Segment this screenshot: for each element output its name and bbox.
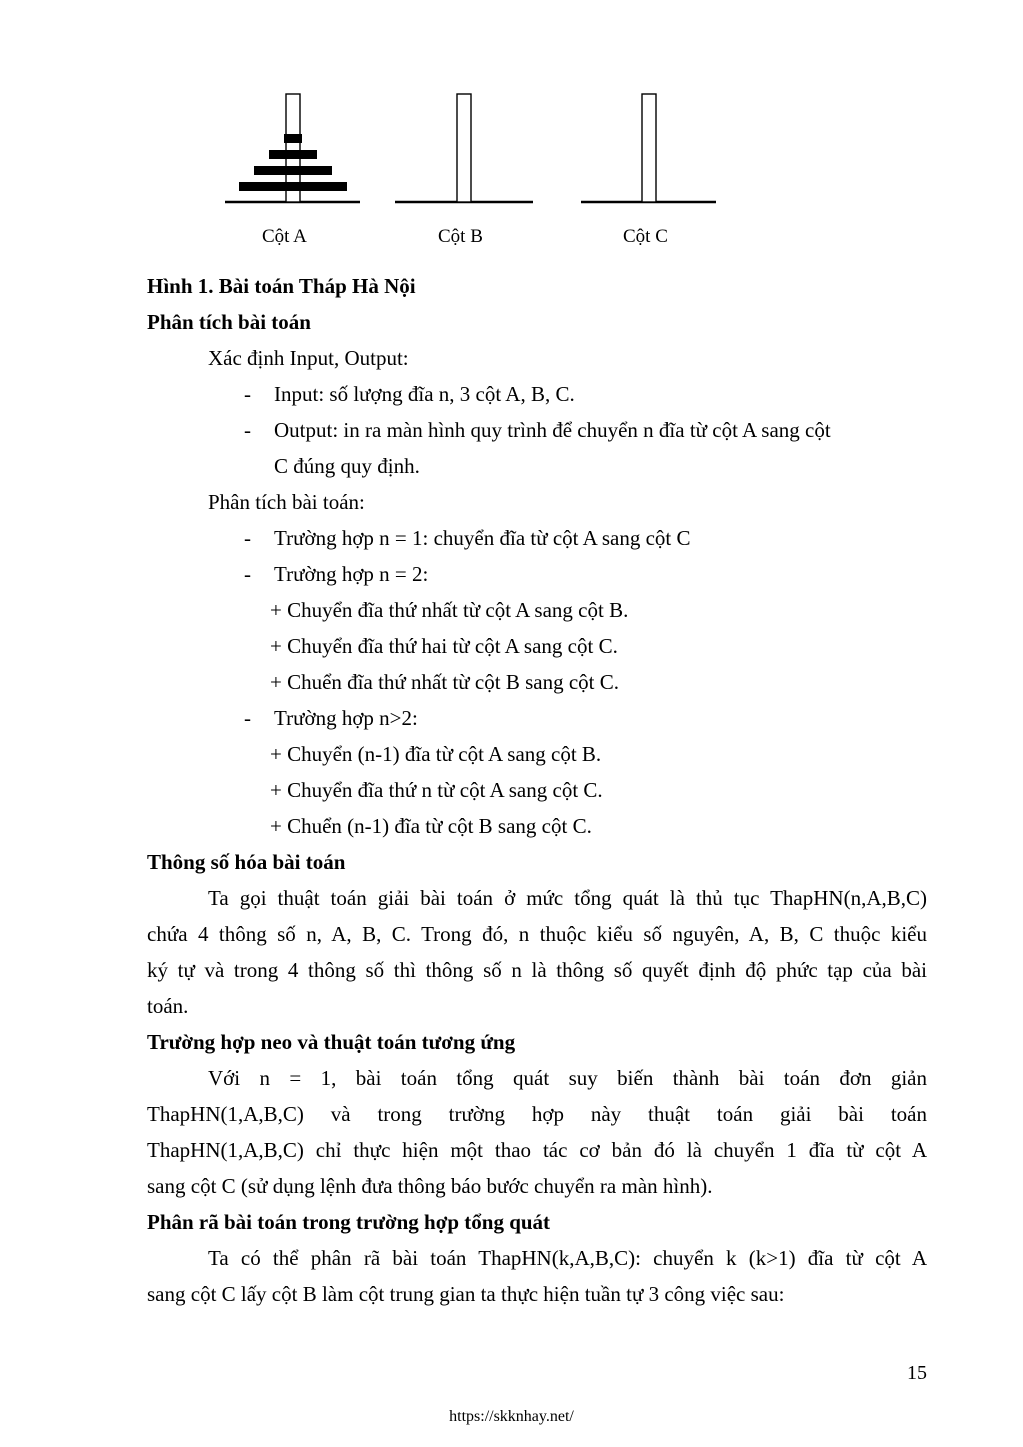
- figure-caption: Hình 1. Bài toán Tháp Hà Nội: [147, 274, 416, 298]
- heading-analysis: Phân tích bài toán: [147, 310, 311, 334]
- column-c-pole: [642, 94, 656, 202]
- paragraph-line: Ta gọi thuật toán giải bài toán ở mức tổng quát là thủ tục ThapHN(n,A,B,C): [208, 886, 927, 910]
- sub-item: + Chuển (n-1) đĩa từ cột B sang cột C.: [270, 814, 592, 838]
- paragraph: Phân tích bài toán:: [208, 490, 365, 514]
- paragraph-line: ký tự và trong 4 thông số thì thông số n là thông số quyết định độ phức tạp của bài: [147, 958, 927, 982]
- sub-item: + Chuyển đĩa thứ hai từ cột A sang cột C.: [270, 634, 618, 658]
- column-a-disk-3: [269, 150, 317, 159]
- sub-item: + Chuyển đĩa thứ n từ cột A sang cột C.: [270, 778, 603, 802]
- paragraph-line: sang cột C lấy cột B làm cột trung gian ta thực hiện tuần tự 3 công việc sau:: [147, 1282, 785, 1306]
- list-item-text: Input: số lượng đĩa n, 3 cột A, B, C.: [274, 382, 575, 406]
- column-a-disk-1: [239, 182, 347, 191]
- dash-bullet: -: [244, 418, 251, 442]
- dash-bullet: -: [244, 706, 251, 730]
- sub-item: + Chuển đĩa thứ nhất từ cột B sang cột C.: [270, 670, 619, 694]
- paragraph: Xác định Input, Output:: [208, 346, 409, 370]
- column-b-label: Cột B: [438, 226, 483, 247]
- sub-item: + Chuyển (n-1) đĩa từ cột A sang cột B.: [270, 742, 602, 766]
- paragraph-line: toán.: [147, 994, 189, 1018]
- towers-group: [225, 94, 716, 202]
- paragraph-line: sang cột C (sử dụng lệnh đưa thông báo bước chuyển ra màn hình).: [147, 1174, 713, 1198]
- list-item-continuation: C đúng quy định.: [274, 454, 420, 478]
- paragraph-line: chứa 4 thông số n, A, B, C. Trong đó, n thuộc kiểu số nguyên, A, B, C thuộc kiểu: [147, 922, 927, 946]
- footer-url: https://skknhay.net/: [449, 1408, 574, 1425]
- heading-parameterization: Thông số hóa bài toán: [147, 850, 346, 874]
- sub-item: + Chuyển đĩa thứ nhất từ cột A sang cột B.: [270, 598, 629, 622]
- column-c-label: Cột C: [623, 226, 668, 247]
- list-item: [147, 700, 927, 736]
- list-item-text: Trường hợp n = 1: chuyển đĩa từ cột A sang cột C: [274, 526, 691, 550]
- list-item: [147, 376, 927, 412]
- list-item-text: Output: in ra màn hình quy trình để chuyển n đĩa từ cột A sang cột: [274, 418, 831, 442]
- page-number: 15: [907, 1362, 927, 1384]
- column-b-pole: [457, 94, 471, 202]
- heading-general-case: Phân rã bài toán trong trường hợp tổng quát: [147, 1210, 551, 1234]
- column-a-label: Cột A: [262, 226, 307, 247]
- list-item: [147, 520, 927, 556]
- paragraph-line: ThapHN(1,A,B,C) chỉ thực hiện một thao tác cơ bản đó là chuyển 1 đĩa từ cột A: [147, 1138, 927, 1162]
- dash-bullet: -: [244, 382, 251, 406]
- paragraph-line: Với n = 1, bài toán tổng quát suy biến thành bài toán đơn giản: [208, 1066, 927, 1090]
- column-a-disk-4: [284, 134, 302, 143]
- list-item: [147, 556, 927, 592]
- paragraph-line: Ta có thể phân rã bài toán ThapHN(k,A,B,C): chuyển k (k>1) đĩa từ cột A: [208, 1246, 927, 1270]
- dash-bullet: -: [244, 562, 251, 586]
- tower-of-hanoi-figure: [0, 0, 1023, 260]
- heading-base-case: Trường hợp neo và thuật toán tương ứng: [147, 1030, 516, 1054]
- dash-bullet: -: [244, 526, 251, 550]
- list-item-text: Trường hợp n>2:: [274, 706, 418, 730]
- list-item-text: Trường hợp n = 2:: [274, 562, 429, 586]
- list-item: [147, 412, 927, 448]
- tower-of-hanoi-drawing: [0, 0, 1023, 220]
- column-a-disk-2: [254, 166, 332, 175]
- paragraph-line: ThapHN(1,A,B,C) và trong trường hợp này thuật toán giải bài toán: [147, 1102, 927, 1126]
- page-body: [147, 268, 927, 1312]
